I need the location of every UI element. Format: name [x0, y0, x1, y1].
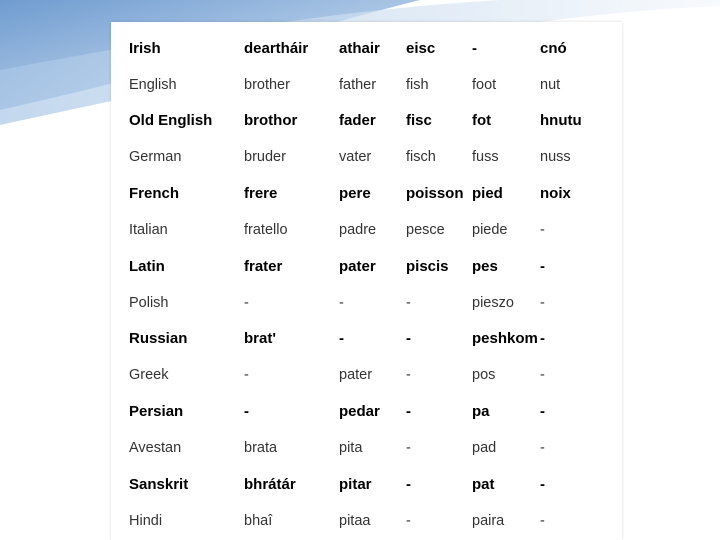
word-cell: pat	[472, 475, 495, 493]
word-cell: fot	[472, 112, 492, 130]
word-cell: eisc	[406, 39, 436, 57]
language-name-cell: Latin	[129, 257, 165, 275]
table-row	[111, 66, 600, 102]
word-cell: pieszo	[472, 294, 514, 311]
word-cell: frater	[244, 257, 283, 275]
word-cell: -	[339, 294, 344, 311]
word-cell: -	[540, 512, 545, 529]
word-cell: padre	[339, 221, 377, 238]
word-cell: piscis	[406, 257, 449, 275]
table-row	[111, 103, 600, 139]
language-name-cell: Hindi	[129, 512, 163, 529]
language-name-cell: Italian	[129, 221, 168, 238]
word-cell: pa	[472, 403, 490, 421]
word-cell: piede	[472, 221, 508, 238]
word-cell: -	[472, 39, 477, 57]
word-cell: nut	[540, 76, 561, 93]
word-cell: athair	[339, 39, 380, 57]
word-cell: -	[244, 403, 249, 421]
word-cell: bhaî	[244, 512, 273, 529]
word-cell: pere	[339, 185, 371, 203]
word-cell: foot	[472, 76, 497, 93]
language-name-cell: German	[129, 149, 182, 166]
language-name-cell: Irish	[129, 39, 161, 57]
word-cell: brothor	[244, 112, 298, 130]
word-cell: vater	[339, 149, 372, 166]
language-name-cell: French	[129, 185, 180, 203]
table-row	[111, 175, 600, 211]
language-name-cell: Sanskrit	[129, 475, 189, 493]
word-cell: fratello	[244, 221, 288, 238]
word-cell: paira	[472, 512, 505, 529]
word-cell: father	[339, 76, 377, 93]
language-name-cell: Persian	[129, 403, 184, 421]
word-cell: -	[244, 367, 249, 384]
language-name-cell: Avestan	[129, 439, 182, 456]
table-row	[111, 30, 600, 66]
word-cell: -	[540, 330, 545, 348]
table-row	[111, 502, 600, 538]
word-cell: -	[406, 439, 411, 456]
word-cell: pos	[472, 367, 496, 384]
word-cell: pater	[339, 367, 373, 384]
vocabulary-table-card	[111, 22, 622, 540]
word-cell: -	[406, 294, 411, 311]
word-cell: -	[540, 294, 545, 311]
word-cell: bruder	[244, 149, 286, 166]
table-row	[111, 357, 600, 393]
word-cell: pied	[472, 185, 503, 203]
word-cell: -	[406, 367, 411, 384]
word-cell: pitar	[339, 475, 372, 493]
table-row	[111, 284, 600, 320]
word-cell: pad	[472, 439, 497, 456]
word-cell: cnó	[540, 39, 567, 57]
word-cell: nuss	[540, 149, 571, 166]
word-cell: -	[244, 294, 249, 311]
word-cell: -	[339, 330, 344, 348]
word-cell: -	[540, 403, 545, 421]
word-cell: pita	[339, 439, 363, 456]
word-cell: pes	[472, 257, 498, 275]
language-name-cell: English	[129, 76, 177, 93]
table-row	[111, 212, 600, 248]
table-row	[111, 393, 600, 429]
table-row	[111, 248, 600, 284]
word-cell: -	[406, 512, 411, 529]
word-cell: fisch	[406, 149, 436, 166]
cognate-table	[111, 30, 600, 539]
word-cell: -	[406, 403, 411, 421]
language-name-cell: Old English	[129, 112, 213, 130]
language-name-cell: Russian	[129, 330, 188, 348]
word-cell: pitaa	[339, 512, 371, 529]
word-cell: fuss	[472, 149, 499, 166]
word-cell: pesce	[406, 221, 445, 238]
table-row	[111, 321, 600, 357]
word-cell: noix	[540, 185, 571, 203]
word-cell: -	[540, 367, 545, 384]
word-cell: -	[540, 475, 545, 493]
word-cell: brata	[244, 439, 278, 456]
language-name-cell: Greek	[129, 367, 169, 384]
word-cell: -	[540, 257, 545, 275]
word-cell: -	[406, 475, 411, 493]
table-row	[111, 139, 600, 175]
word-cell: deartháir	[244, 39, 309, 57]
word-cell: -	[406, 330, 411, 348]
word-cell: peshkom	[472, 330, 538, 348]
word-cell: poisson	[406, 185, 464, 203]
word-cell: brother	[244, 76, 290, 93]
word-cell: hnutu	[540, 112, 582, 130]
word-cell: frere	[244, 185, 278, 203]
word-cell: pater	[339, 257, 376, 275]
word-cell: -	[540, 439, 545, 456]
table-row	[111, 466, 600, 502]
word-cell: fish	[406, 76, 429, 93]
word-cell: fisc	[406, 112, 432, 130]
word-cell: brat'	[244, 330, 276, 348]
language-name-cell: Polish	[129, 294, 169, 311]
word-cell: fader	[339, 112, 376, 130]
word-cell: bhrátár	[244, 475, 296, 493]
word-cell: -	[540, 221, 545, 238]
table-row	[111, 430, 600, 466]
word-cell: pedar	[339, 403, 380, 421]
